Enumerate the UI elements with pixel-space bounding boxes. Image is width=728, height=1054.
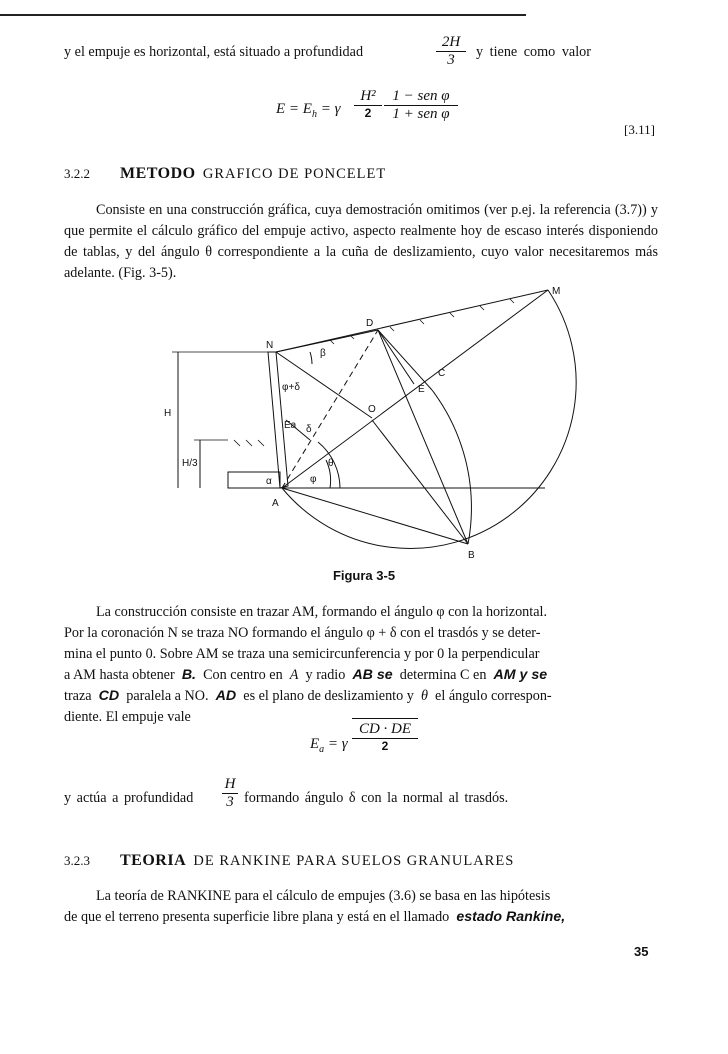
para3-line5 bbox=[64, 686, 658, 707]
eq-ea-den: 2 bbox=[381, 739, 389, 753]
para5-line2-text: de que el terreno presenta superficie libre plana y está en el llamado bbox=[64, 909, 450, 925]
label-H: H bbox=[164, 408, 172, 419]
eq-3-11-lhs bbox=[276, 101, 341, 120]
semicircle bbox=[282, 290, 576, 548]
para5-line1: La teoría de RANKINE para el cálculo de empujes (3.6) se basa en las hipótesis bbox=[96, 888, 551, 904]
fraction-h-3 bbox=[222, 776, 238, 811]
page-number: 35 bbox=[634, 944, 649, 959]
label-delta: δ bbox=[306, 424, 312, 435]
para3-line1: La construcción consiste en trazar AM, formando el ángulo φ con la horizontal. bbox=[96, 604, 548, 620]
t4c: Con centro en bbox=[203, 667, 283, 683]
t4f: AB se bbox=[352, 667, 393, 683]
eq-lhs: E = E bbox=[276, 101, 312, 117]
arc-radius-AB bbox=[432, 390, 471, 544]
line-AM bbox=[282, 290, 548, 488]
figure-caption: Figura 3-5 bbox=[332, 568, 396, 583]
section-heading-3-2-2 bbox=[64, 165, 386, 183]
para3-line4 bbox=[64, 665, 658, 686]
label-Ea: Ea bbox=[284, 420, 297, 431]
para5-line2 bbox=[64, 907, 658, 928]
eq-ea-ratio bbox=[352, 718, 418, 753]
label-M: M bbox=[552, 286, 561, 297]
label-C: C bbox=[438, 368, 446, 379]
frac-h: H bbox=[222, 776, 238, 794]
section-number: 3.2.3 bbox=[64, 853, 90, 868]
t4h: AM y se bbox=[493, 667, 548, 683]
eq-ea-E: E bbox=[310, 736, 320, 752]
label-A: A bbox=[272, 498, 279, 509]
label-beta: β bbox=[320, 348, 326, 359]
wall-footing bbox=[228, 472, 280, 488]
t4d: A bbox=[289, 667, 299, 683]
label-H3: H/3 bbox=[182, 458, 198, 469]
eq-3-11-tag: [3.11] bbox=[624, 122, 655, 137]
line-DE bbox=[378, 330, 414, 384]
para4-before: y actúa a profundidad bbox=[64, 790, 194, 806]
eq-ea-num: CD · DE bbox=[352, 721, 418, 739]
eq-ea-sub: a bbox=[319, 744, 325, 755]
section-title-rest: DE RANKINE PARA SUELOS GRANULARES bbox=[193, 853, 515, 869]
frac-den: 3 bbox=[447, 52, 455, 68]
line-OB bbox=[372, 420, 468, 544]
para5 bbox=[64, 886, 658, 928]
eq-ratio-den: 1 + sen φ bbox=[392, 106, 450, 122]
eq-equals: = γ bbox=[316, 101, 341, 117]
label-B: B bbox=[468, 550, 475, 561]
t4g: determina C en bbox=[399, 667, 487, 683]
header-rule bbox=[0, 14, 526, 16]
t5d: AD bbox=[215, 688, 237, 704]
eq-sub: h bbox=[311, 109, 317, 120]
eq-two: 2 bbox=[364, 106, 372, 120]
line-DC bbox=[378, 330, 432, 390]
para3-line2: Por la coronación N se traza NO formando el ángulo φ + δ con el trasdós y se deter- bbox=[64, 625, 541, 641]
fraction-2h-3 bbox=[436, 34, 466, 69]
label-phi-delta: φ+δ bbox=[282, 382, 300, 393]
para1-text-after: y tiene como valor bbox=[476, 44, 591, 60]
para4-after: formando ángulo δ con la normal al trasdós. bbox=[244, 790, 509, 806]
eq-ea-equals: = γ bbox=[324, 736, 348, 752]
label-O: O bbox=[368, 404, 376, 415]
label-D: D bbox=[366, 318, 374, 329]
section-title-bold: METODO bbox=[120, 165, 196, 182]
eq-h2: H² bbox=[354, 88, 382, 106]
label-E: E bbox=[418, 384, 425, 395]
line-DB bbox=[378, 330, 468, 544]
label-phi: φ bbox=[310, 474, 317, 485]
para3 bbox=[64, 602, 658, 728]
label-N: N bbox=[266, 340, 274, 351]
t5c: paralela a NO. bbox=[126, 688, 209, 704]
label-theta: θ bbox=[328, 458, 334, 469]
para1-text-before: y el empuje es horizontal, está situado a profundidad bbox=[64, 44, 364, 60]
para3-line6: diente. El empuje vale bbox=[64, 709, 191, 725]
eq-3-11-ratio bbox=[384, 88, 458, 123]
eq-3-11-h2-over-2 bbox=[354, 88, 382, 120]
section-title-bold: TEORIA bbox=[120, 852, 187, 869]
arc-beta bbox=[310, 352, 312, 364]
line-AB bbox=[282, 488, 468, 544]
t4e: y radio bbox=[305, 667, 346, 683]
t4a: a AM hasta obtener bbox=[64, 667, 175, 683]
t5a: traza bbox=[64, 688, 92, 704]
frac-3: 3 bbox=[226, 794, 234, 810]
line-ND bbox=[276, 330, 378, 352]
para5-line2-bold: estado Rankine, bbox=[456, 909, 566, 925]
eq-ratio-num: 1 − sen φ bbox=[384, 88, 458, 106]
t5b: CD bbox=[98, 688, 120, 704]
section-title-rest: GRAFICO DE PONCELET bbox=[202, 166, 387, 182]
t5g: el ángulo correspon- bbox=[435, 688, 552, 704]
label-alpha: α bbox=[266, 476, 272, 487]
frac-num: 2H bbox=[436, 34, 466, 52]
para2: Consiste en una construcción gráfica, cuya demostración omitimos (ver p.ej. la referencia (3.7)) y que permite el cálculo gráfico del empuje activo, aspecto realmente hoy de escaso interés disponiendo de tablas, y del ángulo θ correspondiente a la cuña de deslizamiento, cuyo valor necesitaremos más adelante. (Fig. 3-5). bbox=[64, 202, 658, 281]
t5e: es el plano de deslizamiento y bbox=[243, 688, 414, 704]
figure-3-5 bbox=[150, 280, 590, 561]
para3-line3: mina el punto 0. Sobre AM se traza una semicircunferencia y por 0 la perpendicular bbox=[64, 646, 540, 662]
t4b: B. bbox=[181, 667, 196, 683]
eq-ea-lhs bbox=[310, 736, 348, 755]
section-heading-3-2-3 bbox=[64, 852, 514, 870]
t5f: θ bbox=[420, 688, 428, 704]
section-number: 3.2.2 bbox=[64, 166, 90, 181]
